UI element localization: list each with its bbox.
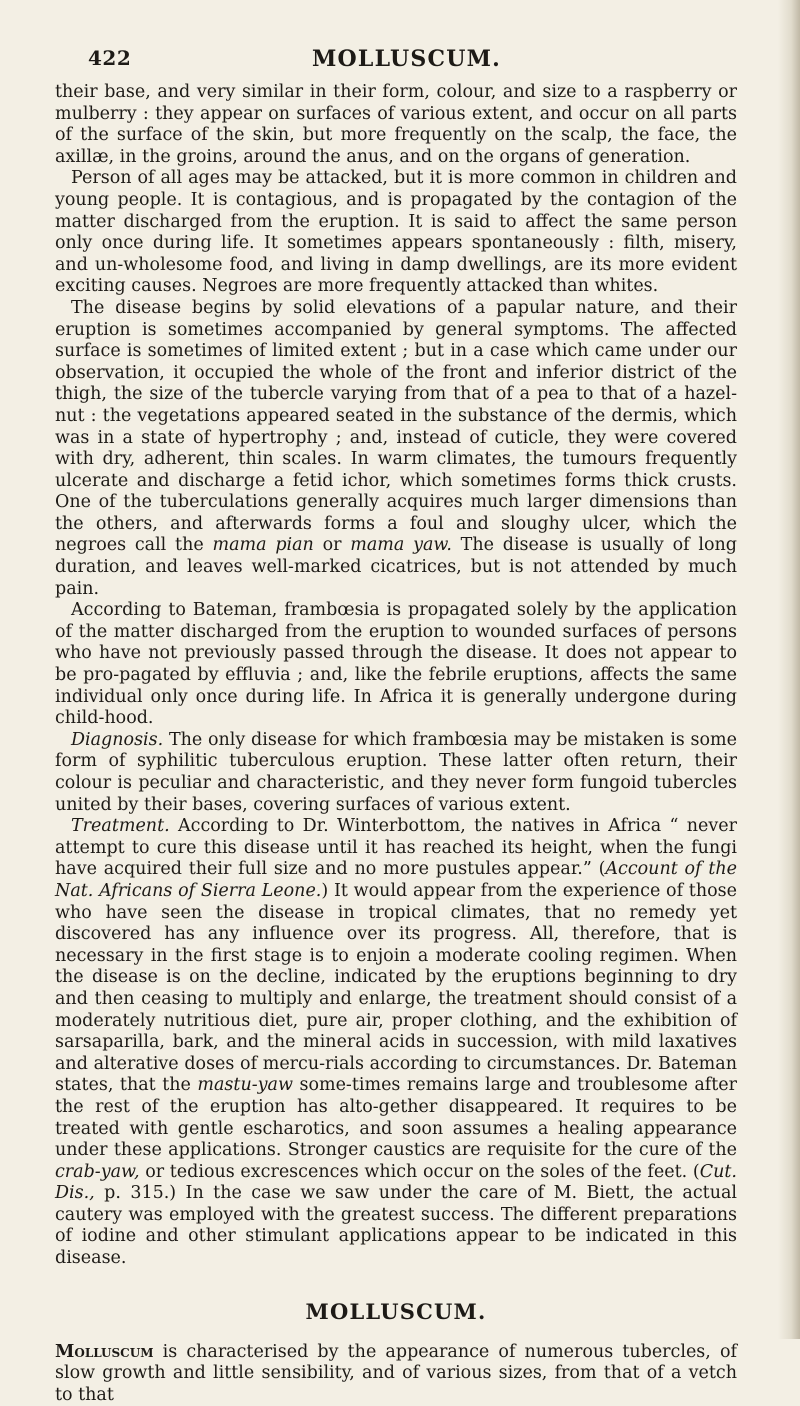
italic-citation: Cut. Dis., (55, 1161, 737, 1204)
italic-term: mama pian (212, 535, 314, 556)
text-run: The only disease for which frambœsia may be mistaken is some form of syphilitic tuberculous eruption. These latter often return, their colour is peculiar and characteristic, and they never form fungoid tubercles united by their bases, covering surfaces of various extent. (55, 729, 737, 815)
text-run: According to Bateman, frambœsia is propagated solely by the application of the matter discharged from the eruption to wounded surfaces of persons who have not previously passed through the disease. It does not appear to be pro-pagated by effluvia ; and, like the febrile eruptions, affects the same individual only once during life. In Africa it is generally undergone during child-hood. (55, 600, 737, 729)
italic-subheading: Treatment. (71, 816, 170, 837)
paragraph-contagion (55, 168, 737, 298)
text-run: is characterised by the appearance of numerous tubercles, of slow growth and little sensibility, and of various sizes, from that of a vetch to that (55, 1341, 737, 1405)
italic-citation: Account of the Nat. Africans of Sierra Leone. (55, 859, 737, 901)
text-run: or tedious excrescences which occur on the soles of the feet. ( (139, 1161, 700, 1182)
text-run: According to Dr. Winterbottom, the natives in Africa “ never attempt to cure this disease until it has reached its height, when the fungi have acquired their full size and no more pustules appear.” ( (55, 816, 737, 880)
page-number: 422 (88, 46, 132, 70)
lead-word: Molluscum (55, 1341, 154, 1362)
text-run: or (313, 535, 351, 556)
paragraph-diagnosis (55, 730, 737, 816)
italic-term: mama yaw. (350, 535, 452, 556)
text-run: some-times remains large and troublesome after the rest of the eruption has alto-gether disappeared. It requires to be treated with gentle escharotics, and soon assumes a healing appearance under these applications. Stronger caustics are requisite for the cure of the (55, 1075, 737, 1161)
running-head (88, 46, 725, 76)
text-run: Person of all ages may be attacked, but it is more common in children and young people. It is contagious, and is propagated by the contagion of the matter discharged from the eruption. It is said to affect the same person only once during life. It sometimes appears spontaneously : filth, misery, and un-wholesome food, and living in damp dwellings, are its more evident exciting causes. Negroes are more frequently attacked than whites. (55, 168, 737, 297)
text-run: The disease begins by solid elevations of a papular nature, and their eruption is sometimes accompanied by general symptoms. The affected surface is sometimes of limited extent ; but in a case which came under our observation, it occupied the whole of the front and inferior district of the thigh, the size of the tubercle varying from that of a pea to that of a hazel-nut : the vegetations appeared seated in the substance of the dermis, which was in a state of hypertrophy ; and, instead of cuticle, they were covered with dry, adherent, thin scales. In warm climates, the tumours frequently ulcerate and discharge a fetid ichor, which sometimes forms thick crusts. One of the tuberculations generally acquires much larger dimensions than the others, and afterwards forms a foul and sloughy ulcer, which the negroes call the (55, 297, 737, 556)
running-title: MOLLUSCUM. (311, 46, 502, 72)
paragraph-propagation (55, 600, 737, 730)
italic-term: mastu-yaw (197, 1075, 293, 1096)
italic-term: crab-yaw, (55, 1161, 140, 1182)
text-run: p. 315.) In the case we saw under the care of M. Biett, the actual cautery was employed with the greatest success. The different preparations of iodine and other stimulant applications appear to be indicated in this disease. (55, 1183, 737, 1269)
page-edge-shadow (778, 0, 800, 1339)
paragraph-treatment (55, 816, 737, 1269)
italic-subheading: Diagnosis. (71, 729, 164, 750)
text-run: ) It would appear from the experience of those who have seen the disease in tropical climates, that no remedy yet discovered has any influence over its progress. All, therefore, that is necessary in the first stage is to enjoin a moderate cooling regimen. When the disease is on the decline, indicated by the eruptions beginning to dry and then ceasing to multiply and enlarge, the treatment should consist of a moderately nutritious diet, pure air, proper clothing, and the exhibition of sarsaparilla, bark, and the mineral acids in succession, with mild laxatives and alterative doses of mercu-rials according to circumstances. Dr. Bateman states, that the (55, 880, 737, 1096)
text-run: The disease is usually of long duration, and leaves well-marked cicatrices, but is not attended by much pain. (55, 535, 737, 599)
text-run: their base, and very similar in their form, colour, and size to a raspberry or mulberry : they appear on surfaces of various extent, and occur on all parts of the surface of the skin, but more frequently on the scalp, the face, the axillæ, in the groins, around the anus, and on the organs of generation. (55, 82, 737, 167)
paragraph-symptoms (55, 298, 737, 600)
paragraph-continued (55, 82, 737, 168)
body-text (55, 82, 737, 1406)
section-heading: MOLLUSCUM. (305, 1298, 487, 1324)
paragraph-molluscum (55, 1342, 737, 1406)
